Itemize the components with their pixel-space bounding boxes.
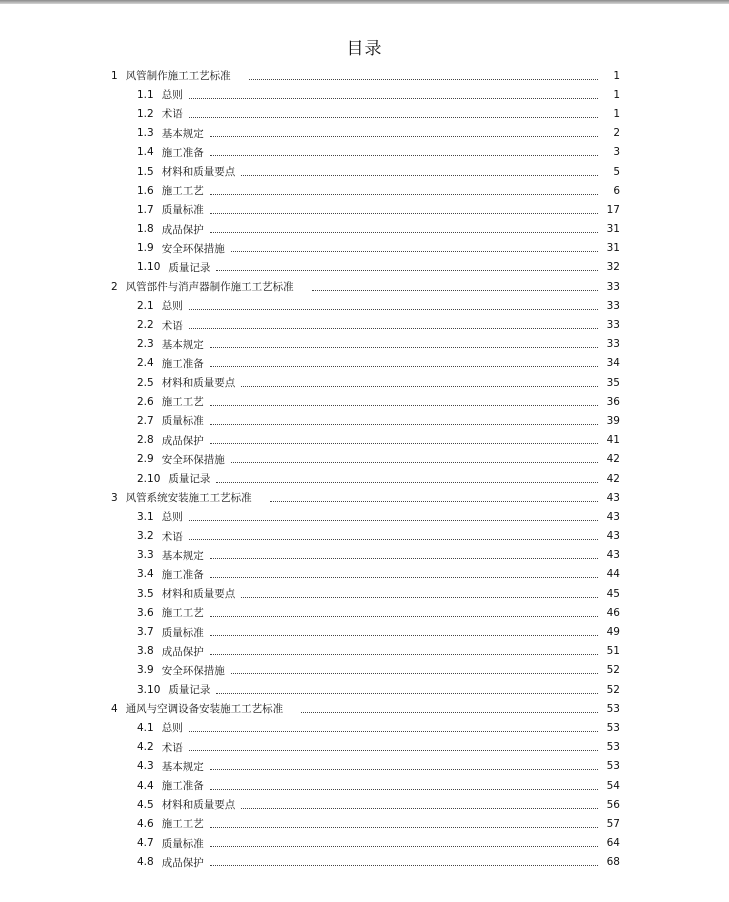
toc-page-number: 45	[606, 587, 620, 600]
toc-section-number: 1.2	[137, 107, 154, 120]
toc-section-title: 材料和质量要点	[161, 166, 236, 179]
dot-leader	[189, 730, 598, 732]
toc-section-title: 术语	[161, 108, 183, 121]
toc-section-number: 2.7	[137, 414, 154, 427]
toc-section-title: 术语	[161, 319, 183, 332]
toc-page-number: 41	[606, 434, 620, 447]
toc-section-title: 施工工艺	[161, 396, 204, 409]
toc-section-number: 1.4	[137, 146, 154, 159]
toc-page-number: 42	[606, 453, 620, 466]
dot-leader	[189, 519, 598, 521]
toc-section-number: 3.9	[137, 664, 154, 677]
toc-section-entry[interactable]	[0, 450, 729, 469]
toc-section-entry[interactable]	[0, 814, 729, 833]
toc-section-entry[interactable]	[0, 124, 729, 143]
dot-leader	[210, 231, 598, 233]
toc-section-title: 安全环保措施	[161, 453, 225, 466]
toc-section-entry[interactable]	[0, 565, 729, 584]
toc-page-number: 44	[606, 568, 620, 581]
toc-section-entry[interactable]	[0, 143, 729, 162]
toc-chapter-entry[interactable]	[0, 66, 729, 85]
toc-section-entry[interactable]	[0, 239, 729, 258]
toc-section-number: 1.3	[137, 127, 154, 140]
toc-page-number: 64	[606, 837, 620, 850]
toc-section-title: 施工工艺	[161, 818, 204, 831]
toc-page-number: 68	[606, 856, 620, 869]
toc-section-number: 1.10	[137, 261, 161, 274]
toc-section-entry[interactable]	[0, 258, 729, 277]
toc-page-number: 56	[606, 798, 620, 811]
toc-section-number: 4.5	[137, 798, 154, 811]
toc-page-number: 43	[606, 549, 620, 562]
toc-chapter-number: 1	[111, 69, 118, 82]
dot-leader	[312, 289, 598, 291]
dot-leader	[210, 423, 598, 425]
dot-leader	[270, 500, 598, 502]
toc-page-number: 53	[606, 741, 620, 754]
table-of-contents	[0, 66, 729, 872]
toc-section-entry[interactable]	[0, 738, 729, 757]
dot-leader	[189, 327, 598, 329]
dot-leader	[231, 672, 598, 674]
toc-section-entry[interactable]	[0, 181, 729, 200]
toc-section-entry[interactable]	[0, 584, 729, 603]
toc-chapter-title: 风管制作施工工艺标准	[125, 70, 231, 83]
toc-section-number: 2.8	[137, 434, 154, 447]
toc-section-title: 施工准备	[161, 780, 204, 793]
toc-section-number: 1.7	[137, 203, 154, 216]
toc-section-number: 2.6	[137, 395, 154, 408]
toc-section-title: 材料和质量要点	[161, 799, 236, 812]
toc-section-title: 质量标准	[161, 837, 204, 850]
toc-page-number: 49	[606, 626, 620, 639]
toc-section-number: 4.6	[137, 817, 154, 830]
toc-section-entry[interactable]	[0, 795, 729, 814]
toc-page-number: 33	[606, 338, 620, 351]
dot-leader	[210, 653, 598, 655]
toc-section-title: 基本规定	[161, 760, 204, 773]
toc-page-number: 51	[606, 645, 620, 658]
toc-page-number: 32	[606, 261, 620, 274]
toc-section-title: 成品保护	[161, 434, 204, 447]
toc-section-title: 成品保护	[161, 645, 204, 658]
toc-section-title: 总则	[161, 89, 183, 102]
toc-section-entry[interactable]	[0, 431, 729, 450]
toc-chapter-title: 风管系统安装施工工艺标准	[125, 492, 252, 505]
toc-section-title: 质量记录	[168, 261, 211, 274]
toc-page-number: 33	[606, 319, 620, 332]
toc-page-number: 52	[606, 683, 620, 696]
toc-section-entry[interactable]	[0, 622, 729, 641]
toc-section-number: 1.1	[137, 88, 154, 101]
toc-section-title: 基本规定	[161, 127, 204, 140]
toc-page-number: 35	[606, 376, 620, 389]
dot-leader	[210, 576, 598, 578]
toc-section-number: 3.3	[137, 549, 154, 562]
toc-section-number: 2.2	[137, 319, 154, 332]
toc-section-title: 术语	[161, 530, 183, 543]
toc-page-number: 57	[606, 817, 620, 830]
toc-section-number: 1.6	[137, 184, 154, 197]
toc-section-number: 3.2	[137, 530, 154, 543]
toc-page-number: 53	[606, 702, 620, 715]
toc-section-entry[interactable]	[0, 373, 729, 392]
toc-section-entry[interactable]	[0, 527, 729, 546]
toc-section-number: 4.8	[137, 856, 154, 869]
toc-section-title: 施工准备	[161, 146, 204, 159]
toc-section-title: 质量标准	[161, 204, 204, 217]
toc-section-entry[interactable]	[0, 853, 729, 872]
toc-section-number: 3.5	[137, 587, 154, 600]
toc-page-number: 17	[606, 203, 620, 216]
dot-leader	[210, 442, 598, 444]
dot-leader	[189, 116, 598, 118]
toc-section-number: 2.9	[137, 453, 154, 466]
page-title: 目录	[346, 39, 383, 59]
toc-section-entry[interactable]	[0, 296, 729, 315]
toc-section-entry[interactable]	[0, 718, 729, 737]
toc-section-entry[interactable]	[0, 104, 729, 123]
toc-section-entry[interactable]	[0, 834, 729, 853]
toc-page-number: 33	[606, 299, 620, 312]
toc-page-number: 5	[613, 165, 620, 178]
dot-leader	[249, 78, 598, 80]
dot-leader	[189, 749, 598, 751]
toc-page-number: 52	[606, 664, 620, 677]
toc-chapter-title: 通风与空调设备安装施工工艺标准	[125, 703, 284, 716]
toc-chapter-number: 2	[111, 280, 118, 293]
dot-leader	[210, 212, 598, 214]
toc-page-number: 43	[606, 510, 620, 523]
toc-section-entry[interactable]	[0, 162, 729, 181]
dot-leader	[210, 557, 598, 559]
dot-leader	[301, 711, 598, 713]
toc-page-number: 3	[613, 146, 620, 159]
toc-page-number: 53	[606, 760, 620, 773]
toc-section-title: 安全环保措施	[161, 242, 225, 255]
toc-chapter-title: 风管部件与消声器制作施工工艺标准	[125, 281, 294, 294]
toc-chapter-entry[interactable]	[0, 277, 729, 296]
dot-leader	[241, 174, 598, 176]
toc-section-entry[interactable]	[0, 757, 729, 776]
dot-leader	[210, 346, 598, 348]
toc-section-number: 3.1	[137, 510, 154, 523]
dot-leader	[210, 826, 598, 828]
toc-page-number: 31	[606, 242, 620, 255]
dot-leader	[231, 461, 598, 463]
toc-section-title: 成品保护	[161, 856, 204, 869]
toc-page-number: 1	[613, 69, 620, 82]
toc-section-title: 质量标准	[161, 626, 204, 639]
dot-leader	[189, 97, 598, 99]
dot-leader	[210, 768, 598, 770]
toc-page-number: 36	[606, 395, 620, 408]
toc-section-title: 总则	[161, 511, 183, 524]
dot-leader	[210, 154, 598, 156]
toc-section-title: 施工工艺	[161, 185, 204, 198]
toc-section-number: 1.8	[137, 223, 154, 236]
toc-page-number: 43	[606, 530, 620, 543]
toc-section-number: 2.4	[137, 357, 154, 370]
dot-leader	[231, 250, 598, 252]
toc-section-number: 3.8	[137, 645, 154, 658]
toc-section-title: 质量记录	[168, 473, 211, 486]
toc-section-entry[interactable]	[0, 411, 729, 430]
dot-leader	[210, 193, 598, 195]
toc-page-number: 33	[606, 280, 620, 293]
toc-section-title: 材料和质量要点	[161, 377, 236, 390]
toc-section-title: 总则	[161, 300, 183, 313]
toc-section-entry[interactable]	[0, 85, 729, 104]
toc-section-entry[interactable]	[0, 642, 729, 661]
toc-section-entry[interactable]	[0, 680, 729, 699]
toc-page-number: 2	[613, 127, 620, 140]
toc-section-entry[interactable]	[0, 661, 729, 680]
toc-section-entry[interactable]	[0, 776, 729, 795]
dot-leader	[210, 365, 598, 367]
dot-leader	[210, 404, 598, 406]
viewer-top-edge	[0, 0, 729, 4]
toc-section-number: 2.3	[137, 338, 154, 351]
toc-section-number: 2.10	[137, 472, 161, 485]
toc-section-title: 安全环保措施	[161, 664, 225, 677]
toc-page-number: 43	[606, 491, 620, 504]
toc-section-title: 质量记录	[168, 684, 211, 697]
toc-section-entry[interactable]	[0, 469, 729, 488]
dot-leader	[210, 615, 598, 617]
toc-section-entry[interactable]	[0, 507, 729, 526]
dot-leader	[210, 634, 598, 636]
toc-section-entry[interactable]	[0, 354, 729, 373]
toc-section-number: 1.5	[137, 165, 154, 178]
toc-chapter-entry[interactable]	[0, 488, 729, 507]
toc-section-number: 4.4	[137, 779, 154, 792]
toc-section-entry[interactable]	[0, 546, 729, 565]
toc-section-entry[interactable]	[0, 603, 729, 622]
toc-section-title: 总则	[161, 722, 183, 735]
dot-leader	[210, 788, 598, 790]
toc-page-number: 34	[606, 357, 620, 370]
dot-leader	[189, 538, 598, 540]
dot-leader	[216, 269, 598, 271]
toc-section-title: 材料和质量要点	[161, 588, 236, 601]
toc-section-title: 施工准备	[161, 568, 204, 581]
toc-section-title: 施工准备	[161, 357, 204, 370]
toc-section-number: 4.1	[137, 721, 154, 734]
toc-section-title: 成品保护	[161, 223, 204, 236]
toc-page-number: 42	[606, 472, 620, 485]
toc-section-title: 基本规定	[161, 549, 204, 562]
toc-section-entry[interactable]	[0, 200, 729, 219]
toc-page-number: 53	[606, 721, 620, 734]
toc-section-number: 3.7	[137, 626, 154, 639]
toc-page-number: 1	[613, 88, 620, 101]
toc-section-title: 术语	[161, 741, 183, 754]
toc-section-number: 4.7	[137, 837, 154, 850]
toc-section-entry[interactable]	[0, 220, 729, 239]
toc-section-title: 基本规定	[161, 338, 204, 351]
dot-leader	[210, 135, 598, 137]
toc-section-number: 1.9	[137, 242, 154, 255]
toc-page-number: 31	[606, 223, 620, 236]
toc-section-number: 3.4	[137, 568, 154, 581]
dot-leader	[210, 845, 598, 847]
toc-page-number: 54	[606, 779, 620, 792]
toc-section-number: 4.3	[137, 760, 154, 773]
toc-section-entry[interactable]	[0, 315, 729, 334]
dot-leader	[189, 308, 598, 310]
toc-section-entry[interactable]	[0, 335, 729, 354]
toc-page-number: 6	[613, 184, 620, 197]
toc-section-title: 施工工艺	[161, 607, 204, 620]
dot-leader	[216, 481, 598, 483]
toc-chapter-number: 4	[111, 702, 118, 715]
toc-chapter-entry[interactable]	[0, 699, 729, 718]
dot-leader	[241, 596, 598, 598]
toc-section-number: 4.2	[137, 741, 154, 754]
toc-chapter-number: 3	[111, 491, 118, 504]
toc-page-number: 46	[606, 606, 620, 619]
dot-leader	[210, 864, 598, 866]
toc-section-number: 2.1	[137, 299, 154, 312]
dot-leader	[241, 385, 598, 387]
toc-section-title: 质量标准	[161, 415, 204, 428]
toc-section-number: 3.10	[137, 683, 161, 696]
toc-section-number: 2.5	[137, 376, 154, 389]
dot-leader	[241, 807, 598, 809]
dot-leader	[216, 692, 598, 694]
toc-page-number: 39	[606, 414, 620, 427]
toc-section-number: 3.6	[137, 606, 154, 619]
toc-page-number: 1	[613, 107, 620, 120]
toc-section-entry[interactable]	[0, 392, 729, 411]
